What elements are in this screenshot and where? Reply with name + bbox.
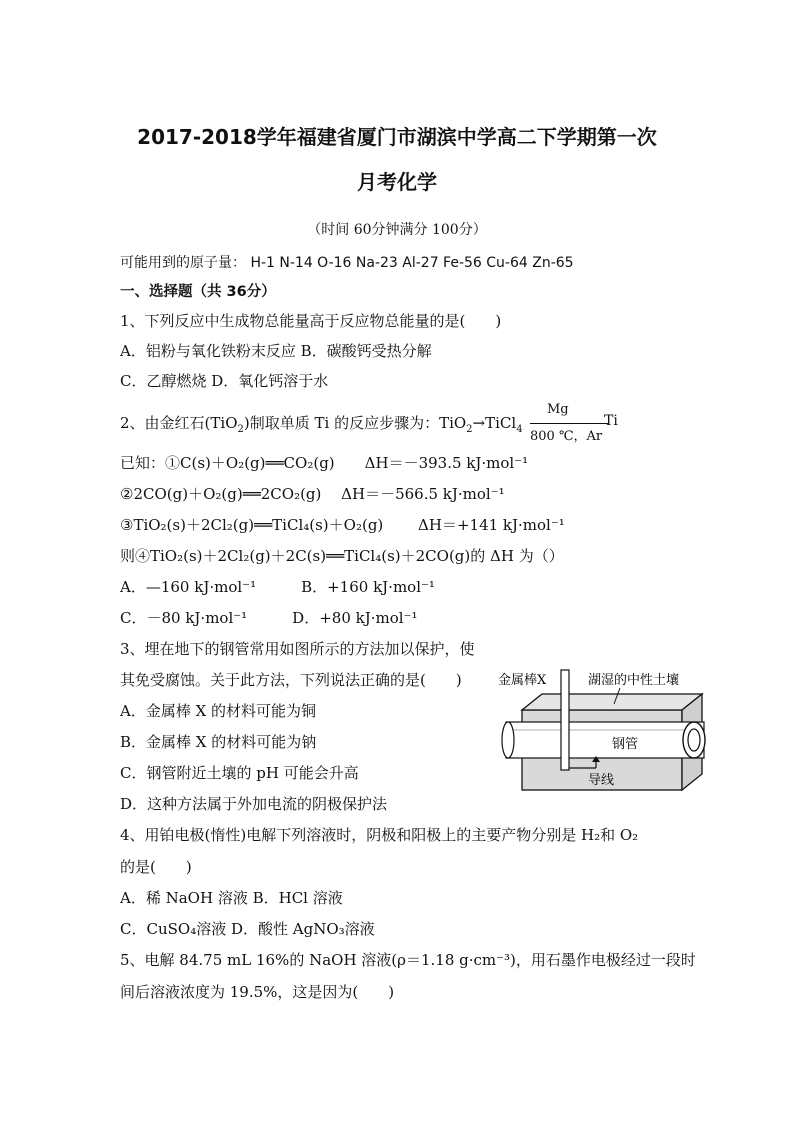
q1-stem: 1、下列反应中生成物总能量高于反应物总能量的是( ) [120, 312, 502, 330]
soil-box-top [522, 694, 702, 710]
exam-title-line2: 月考化学 [357, 170, 437, 194]
q4-stem-line2: 的是( ) [120, 858, 192, 876]
q2-stem-part: →TiCl [472, 414, 517, 432]
label-soil: 湖湿的中性土壤 [588, 673, 680, 688]
q3-stem-line2: 其免受腐蚀。关于此方法，下列说法正确的是( ) [120, 671, 462, 689]
label-metal-rod: 金属棒X [498, 673, 547, 688]
q2-options-cd: C．－80 kJ·mol⁻¹ D．+80 kJ·mol⁻¹ [120, 609, 418, 627]
pipe-left-end [502, 722, 514, 758]
label-steel-pipe: 钢管 [612, 737, 639, 752]
q3-option-b: B．金属棒 X 的材料可能为钠 [120, 733, 317, 751]
q2-target-eq: 则④TiO₂(s)＋2Cl₂(g)＋2C(s)══TiCl₄(s)＋2CO(g)的 ΔH 为（） [120, 547, 564, 565]
q2-stem-part: 2、由金红石(TiO [120, 414, 238, 432]
q3-option-a: A．金属棒 X 的材料可能为铜 [120, 702, 317, 720]
metal-rod-x [561, 670, 569, 770]
q3-stem-line1: 3、埋在地下的钢管常用如图所示的方法加以保护，使 [120, 640, 475, 658]
q1-options-ab: A．铝粉与氧化铁粉末反应 B．碳酸钙受热分解 [120, 342, 432, 360]
exam-subtitle: （时间 60分钟满分 100分） [307, 222, 487, 238]
steel-pipe [506, 722, 704, 758]
section-heading: 一、选择题（共 36分） [120, 284, 276, 300]
q3-option-d: D．这种方法属于外加电流的阴极保护法 [120, 795, 388, 813]
q2-known-eq2: ②2CO(g)＋O₂(g)══2CO₂(g) ΔH＝－566.5 kJ·mol⁻¹ [120, 485, 505, 503]
q1-options-cd: C．乙醇燃烧 D．氧化钙溶于水 [120, 372, 329, 390]
q2-known-eq3: ③TiO₂(s)＋2Cl₂(g)══TiCl₄(s)＋O₂(g) ΔH＝+141 kJ·mol⁻¹ [120, 516, 565, 534]
q2-known-eq1: 已知：①C(s)＋O₂(g)══CO₂(g) ΔH＝－393.5 kJ·mol⁻¹ [120, 454, 529, 472]
q2-product: Ti [604, 413, 618, 429]
q4-options-cd: C．CuSO₄溶液 D．酸性 AgNO₃溶液 [120, 920, 375, 938]
atomic-masses: 可能用到的原子量： H-1 N-14 O-16 Na-23 Al-27 Fe-56 Cu-64 Zn-65 [120, 255, 574, 271]
q2-stem: 2、由金红石(TiO$_2$)制取单质 Ti 的反应步骤为：TiO$_2$→TiCl$_4$ [120, 414, 523, 435]
q3-pipe-protection-diagram [498, 664, 728, 814]
q2-options-ab: A．—160 kJ·mol⁻¹ B．+160 kJ·mol⁻¹ [120, 578, 435, 596]
label-wire: 导线 [588, 773, 615, 788]
q5-stem-line1: 5、电解 84.75 mL 16%的 NaOH 溶液(ρ＝1.18 g·cm⁻³)，用石墨作电极经过一段时 [120, 951, 696, 969]
q5-stem-line2: 间后溶液浓度为 19.5%，这是因为( ) [120, 983, 395, 1001]
q4-options-ab: A．稀 NaOH 溶液 B．HCl 溶液 [120, 889, 343, 907]
q2-stem-part: )制取单质 Ti 的反应步骤为：TiO [243, 414, 467, 432]
q2-reaction-condition-bottom: 800 ℃，Ar [530, 423, 608, 444]
q3-option-c: C．钢管附近土壤的 pH 可能会升高 [120, 764, 359, 782]
q2-reaction-condition-top: Mg [547, 402, 569, 417]
q4-stem-line1: 4、用铂电极(惰性)电解下列溶液时，阴极和阳极上的主要产物分别是 H₂和 O₂ [120, 826, 639, 844]
exam-title-line1: 2017-2018学年福建省厦门市湖滨中学高二下学期第一次 [137, 125, 657, 149]
